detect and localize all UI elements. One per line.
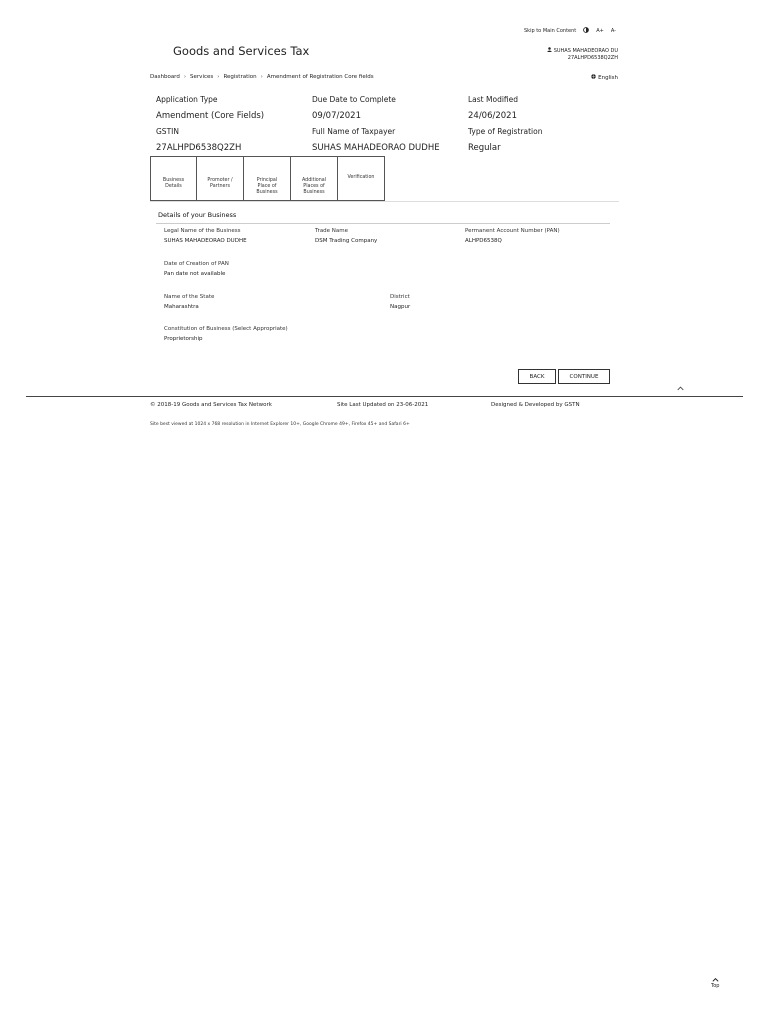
best-view-note: Site best viewed at 1024 x 768 resolution in Internet Explorer 10+, Google Chrome 49+, Firefox 45+ and Safari 6+ xyxy=(150,422,410,427)
trade-name-value: DSM Trading Company xyxy=(315,238,378,244)
footer-last-updated: Site Last Updated on 23-06-2021 xyxy=(337,402,429,408)
breadcrumb xyxy=(150,74,374,80)
user-menu[interactable] xyxy=(547,47,618,62)
breadcrumb-services[interactable]: Services xyxy=(190,74,214,80)
gstin-value: 27ALHPD6538Q2ZH xyxy=(156,143,242,153)
footer-divider xyxy=(26,396,743,397)
skip-to-main-link[interactable]: Skip to Main Content xyxy=(524,28,577,34)
registration-tabs xyxy=(150,156,385,201)
breadcrumb-dashboard[interactable]: Dashboard xyxy=(150,74,180,80)
pan-label: Permanent Account Number (PAN) xyxy=(465,228,560,234)
tab-label-line: Business xyxy=(256,190,278,195)
legal-name-field xyxy=(164,226,247,246)
tab-additional-places[interactable] xyxy=(291,156,338,201)
district-field xyxy=(390,292,410,312)
breadcrumb-current: Amendment of Registration Core fields xyxy=(266,74,374,80)
constitution-value: Proprietorship xyxy=(164,336,203,342)
tab-label-line: Place of xyxy=(257,184,277,189)
breadcrumb-registration[interactable]: Registration xyxy=(223,74,257,80)
tab-label-line: Business xyxy=(162,178,185,183)
state-label: Name of the State xyxy=(164,294,215,300)
taxpayer-name-value: SUHAS MAHADEORAO DUDHE xyxy=(312,143,440,153)
footer-developer: Designed & Developed by GSTN xyxy=(491,402,580,408)
tab-label-line: Places of xyxy=(303,184,325,189)
due-date-label: Due Date to Complete xyxy=(312,95,396,104)
user-gstin: 27ALHPD6538Q2ZH xyxy=(567,55,618,61)
tab-verification[interactable] xyxy=(338,156,385,201)
user-icon xyxy=(547,48,554,54)
application-type-value: Amendment (Core Fields) xyxy=(156,111,265,121)
section-divider xyxy=(156,223,610,224)
legal-name-value: SUHAS MAHADEORAO DUDHE xyxy=(164,238,247,244)
trade-name-label: Trade Name xyxy=(315,228,349,234)
taxpayer-name-label: Full Name of Taxpayer xyxy=(312,127,396,136)
last-modified-value: 24/06/2021 xyxy=(468,111,517,121)
tab-label-line: Details xyxy=(165,184,182,189)
tab-label-line: Verification xyxy=(347,175,375,180)
constitution-field xyxy=(164,324,288,344)
state-field xyxy=(164,292,214,312)
registration-type-value: Regular xyxy=(468,143,501,153)
state-value: Maharashtra xyxy=(164,304,199,310)
tab-divider xyxy=(150,201,619,202)
font-increase-button[interactable]: A+ xyxy=(596,28,604,34)
gstin-label: GSTIN xyxy=(156,127,179,136)
top-utility-bar xyxy=(524,27,616,35)
user-name: SUHAS MAHADEORAO DU xyxy=(553,48,618,54)
footer-copyright: © 2018-19 Goods and Services Tax Network xyxy=(150,402,272,408)
chevron-right-icon: › xyxy=(260,74,263,80)
application-summary xyxy=(156,95,626,159)
site-title: Goods and Services Tax xyxy=(173,44,310,58)
pan-date-label: Date of Creation of PAN xyxy=(164,261,229,267)
pan-value: ALHPD6538Q xyxy=(465,238,502,244)
tab-promoter-partners[interactable] xyxy=(197,156,244,201)
top-label: Top xyxy=(711,983,720,989)
trade-name-field xyxy=(315,226,377,246)
language-label: English xyxy=(598,75,618,81)
section-title: Details of your Business xyxy=(158,211,237,219)
last-modified-label: Last Modified xyxy=(468,95,519,104)
legal-name-label: Legal Name of the Business xyxy=(164,228,241,234)
district-label: District xyxy=(390,294,410,300)
tab-label-line: Business xyxy=(303,190,325,195)
tab-principal-place[interactable] xyxy=(244,156,291,201)
chevron-right-icon: › xyxy=(217,74,220,80)
application-type-label: Application Type xyxy=(156,95,218,104)
pan-date-value: Pan date not available xyxy=(164,271,226,277)
back-to-top-link[interactable] xyxy=(711,978,719,989)
tab-label-line: Principal xyxy=(256,178,278,183)
continue-button[interactable]: CONTINUE xyxy=(558,369,610,384)
chevron-up-icon[interactable] xyxy=(677,385,684,393)
tab-label-line: Additional xyxy=(301,178,327,183)
pan-date-field xyxy=(164,259,229,279)
back-button[interactable]: BACK xyxy=(518,369,556,384)
tab-label-line: Promoter / xyxy=(207,178,233,183)
contrast-icon[interactable] xyxy=(583,27,589,35)
font-decrease-button[interactable]: A- xyxy=(610,28,616,34)
pan-field xyxy=(465,226,560,246)
tab-business-details[interactable] xyxy=(150,156,197,201)
language-selector[interactable] xyxy=(591,74,618,81)
registration-type-label: Type of Registration xyxy=(468,127,543,136)
tab-label-line: Partners xyxy=(210,184,230,189)
chevron-right-icon: › xyxy=(183,74,187,80)
district-value: Nagpur xyxy=(390,304,411,310)
due-date-value: 09/07/2021 xyxy=(312,111,361,121)
constitution-label: Constitution of Business (Select Appropriate) xyxy=(164,326,288,332)
